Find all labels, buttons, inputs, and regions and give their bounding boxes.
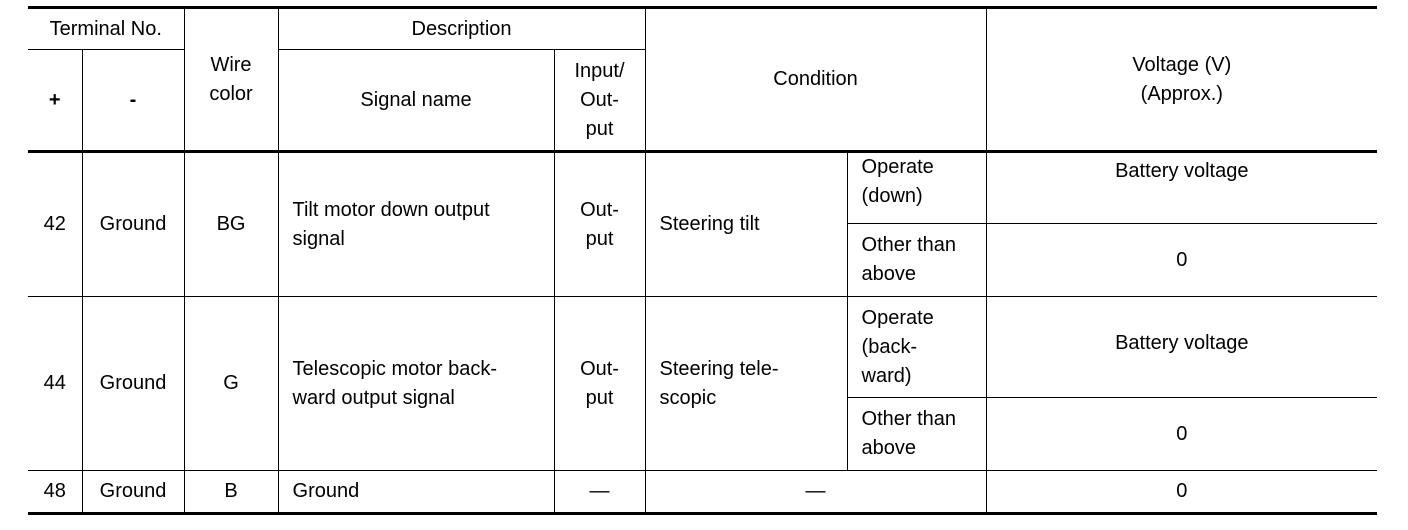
signal-name-cell: Tilt motor down output signal [278,152,554,297]
voltage-cell: 0 [986,398,1377,471]
terminal-minus-cell: Ground [82,471,184,514]
voltage-cell: Battery voltage [986,152,1377,224]
table-row [28,471,1377,514]
condition-cell: — [645,471,986,514]
signal-name-cell: Telescopic motor back- ward output signal [278,297,554,471]
voltage-cell: Battery voltage [986,297,1377,398]
header-plus: + [28,50,82,152]
io-cell: — [554,471,645,514]
condition-state-cell: Other than above [847,398,986,471]
table-row [28,297,1377,398]
header-voltage: Voltage (V) (Approx.) [986,8,1377,152]
voltage-cell: 0 [986,224,1377,297]
header-row-1 [28,8,1377,50]
condition-state-cell: Other than above [847,224,986,297]
condition-cell: Steering tele- scopic [645,297,847,471]
condition-state-cell: Operate (down) [847,152,986,224]
terminal-minus-cell: Ground [82,297,184,471]
terminal-minus-cell: Ground [82,152,184,297]
terminal-plus-cell: 44 [28,297,82,471]
wire-color-cell: B [184,471,278,514]
signal-name-cell: Ground [278,471,554,514]
header-wire-color: Wire color [184,8,278,152]
header-signal-name: Signal name [278,50,554,152]
io-cell: Out- put [554,297,645,471]
voltage-cell: 0 [986,471,1377,514]
condition-cell: Steering tilt [645,152,847,297]
header-description: Description [278,8,645,50]
header-input-output: Input/ Out- put [554,50,645,152]
header-condition: Condition [645,8,986,152]
condition-state-cell: Operate (back- ward) [847,297,986,398]
terminal-spec-table [28,6,1377,515]
header-terminal-no: Terminal No. [28,8,184,50]
wire-color-cell: BG [184,152,278,297]
terminal-plus-cell: 42 [28,152,82,297]
terminal-plus-cell: 48 [28,471,82,514]
io-cell: Out- put [554,152,645,297]
wire-color-cell: G [184,297,278,471]
header-minus: - [82,50,184,152]
table-row [28,152,1377,224]
